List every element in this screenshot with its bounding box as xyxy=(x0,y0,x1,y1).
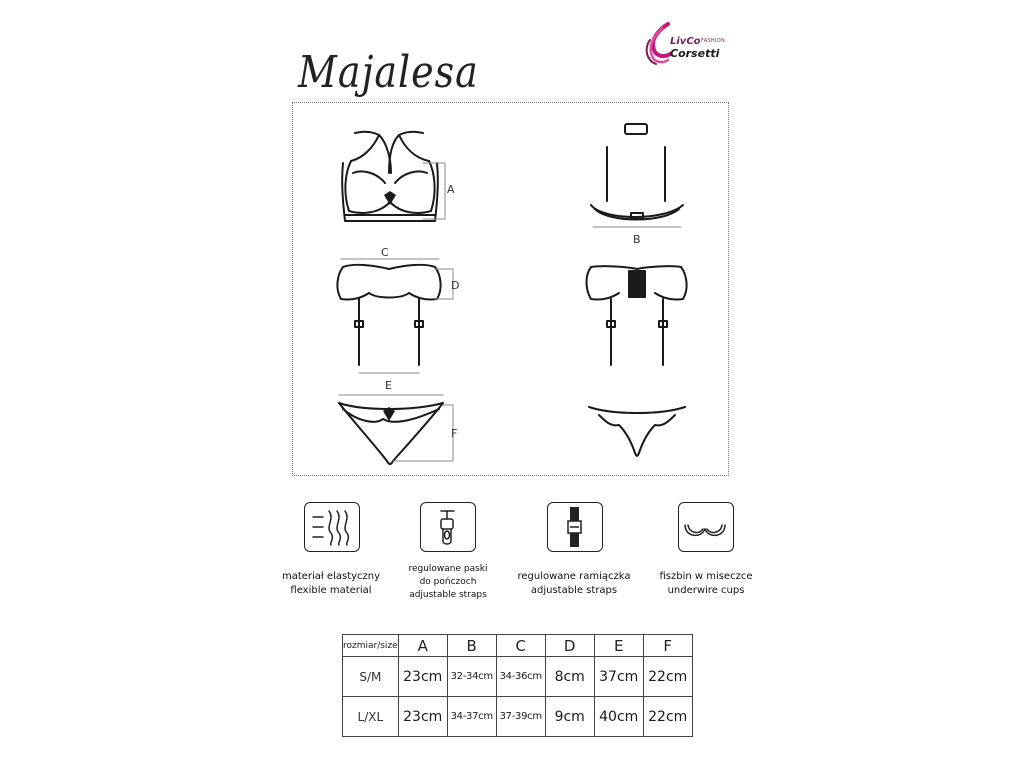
size-table-corner: rozmiar/size xyxy=(343,635,399,657)
bra-bow xyxy=(384,191,396,205)
size-cell: 22cm xyxy=(643,697,692,737)
size-cell: 9cm xyxy=(545,697,594,737)
size-cell: 37-39cm xyxy=(496,697,545,737)
feature-text-line: do pończoch xyxy=(419,577,477,587)
size-column-e: E xyxy=(594,635,643,657)
dimension-label-b: B xyxy=(633,233,641,246)
brand-logo xyxy=(640,20,740,70)
underwire-cups-icon xyxy=(678,502,734,552)
brand-name-line2: Corsetti xyxy=(670,47,720,60)
feature-text-line: regulowane paski xyxy=(408,564,488,574)
size-column-b: B xyxy=(447,635,496,657)
dimension-label-d: D xyxy=(451,279,460,292)
size-cell: 34-36cm xyxy=(496,657,545,697)
size-row-label: L/XL xyxy=(343,697,399,737)
size-cell: 37cm xyxy=(594,657,643,697)
bra-front-drawing xyxy=(342,132,438,221)
size-column-c: C xyxy=(496,635,545,657)
brand-fashion-tag: FASHION xyxy=(701,38,726,44)
feature-text-line: adjustable straps xyxy=(530,585,618,596)
dimension-label-e: E xyxy=(385,379,392,392)
size-column-a: A xyxy=(398,635,447,657)
feature-text-line: adjustable straps xyxy=(409,590,487,600)
size-table-header xyxy=(343,635,693,657)
dimension-label-f: F xyxy=(451,427,458,440)
feature-text-line: materiał elastyczny xyxy=(281,571,381,582)
garter-belt-front-drawing xyxy=(337,265,440,365)
product-line-drawings xyxy=(293,103,730,477)
flexible-material-icon xyxy=(304,502,360,552)
brand-name-line1: LivCo xyxy=(670,36,701,47)
product-title: Majalesa xyxy=(298,46,479,98)
garter-belt-back-drawing xyxy=(587,266,687,365)
table-row xyxy=(343,697,693,737)
bra-back-drawing xyxy=(591,124,683,220)
size-column-d: D xyxy=(545,635,594,657)
feature-text-line: underwire cups xyxy=(667,585,745,596)
size-cell: 22cm xyxy=(643,657,692,697)
adjustable-stocking-straps-icon xyxy=(420,502,476,552)
feature-text-line: flexible material xyxy=(290,585,372,596)
size-cell: 8cm xyxy=(545,657,594,697)
dimension-label-c: C xyxy=(381,246,389,259)
size-cell: 40cm xyxy=(594,697,643,737)
size-cell: 23cm xyxy=(398,657,447,697)
dimension-label-a: A xyxy=(447,183,455,196)
thong-back-drawing xyxy=(589,407,685,456)
feature-adjustable-shoulder-straps xyxy=(499,570,649,598)
feature-underwire-cups xyxy=(631,570,781,598)
table-row xyxy=(343,657,693,697)
size-cell: 34-37cm xyxy=(447,697,496,737)
feature-text-line: fiszbin w miseczce xyxy=(659,571,753,582)
adjustable-shoulder-straps-icon xyxy=(547,502,603,552)
product-diagram-frame xyxy=(292,102,729,476)
size-table xyxy=(342,634,693,737)
feature-text-line: regulowane ramiączka xyxy=(517,571,631,582)
size-column-f: F xyxy=(643,635,692,657)
size-cell: 32-34cm xyxy=(447,657,496,697)
size-row-label: S/M xyxy=(343,657,399,697)
size-cell: 23cm xyxy=(398,697,447,737)
